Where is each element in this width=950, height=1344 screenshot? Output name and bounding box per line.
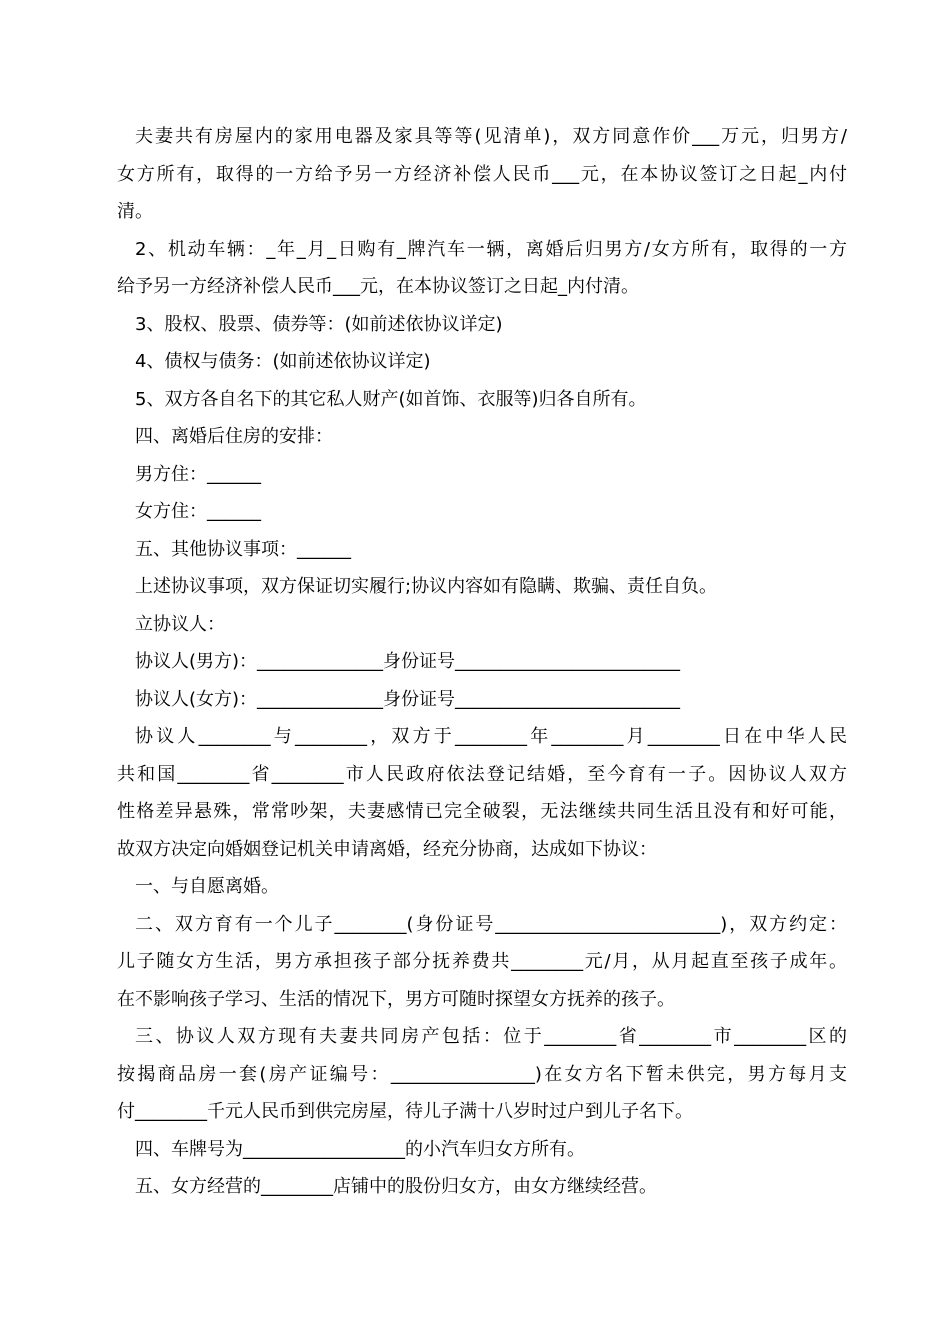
text-line: 2、机动车辆：_年_月_日购有_牌汽车一辆，离婚后归男方/女方所有，取得的一方 bbox=[135, 238, 847, 260]
clause-line: 三、协议人双方现有夫妻共同房产包括：位于________省________市________区的 bbox=[135, 1026, 847, 1047]
section-heading: 四、离婚后住房的安排： bbox=[135, 426, 333, 447]
text-line: 女方所有，取得的一方给予另一方经济补偿人民币___元，在本协议签订之日起_内付 bbox=[117, 163, 847, 185]
text-line: 付________千元人民币到供完房屋，待儿子满十八岁时过户到儿子名下。 bbox=[117, 1101, 693, 1122]
text-line: 儿子随女方生活，男方承担孩子部分抚养费共________元/月，从月起直至孩子成年。 bbox=[117, 951, 847, 972]
text-line: 3、股权、股票、债券等：(如前述依协议详定) bbox=[135, 313, 503, 335]
text-line: 在不影响孩子学习、生活的情况下，男方可随时探望女方抚养的孩子。 bbox=[117, 988, 675, 1010]
text-line: 共和国________省________市人民政府依法登记结婚，至今育有一子。因协议人双方 bbox=[117, 763, 847, 785]
text-line: 故双方决定向婚姻登记机关申请离婚，经充分协商，达成如下协议： bbox=[117, 838, 657, 860]
signature-line-female: 协议人(女方)：______________身份证号_________________________ bbox=[135, 688, 681, 710]
signature-line-male: 协议人(男方)：______________身份证号_________________________ bbox=[135, 651, 681, 672]
text-line: 给予另一方经济补偿人民币___元，在本协议签订之日起_内付清。 bbox=[117, 276, 639, 297]
text-line: 按揭商品房一套(房产证编号：________________)在女方名下暂未供完，男方每月支 bbox=[117, 1063, 847, 1085]
clause-line: 五、女方经营的________店铺中的股份归女方，由女方继续经营。 bbox=[135, 1176, 657, 1197]
section-heading: 五、其他协议事项：______ bbox=[135, 538, 351, 560]
clause-line: 二、双方育有一个儿子________(身份证号_________________________)，双方约定： bbox=[135, 913, 847, 935]
text-line: 夫妻共有房屋内的家用电器及家具等等(见清单)，双方同意作价___万元，归男方/ bbox=[135, 126, 847, 147]
text-line: 4、债权与债务：(如前述依协议详定) bbox=[135, 351, 431, 372]
text-line: 男方住：______ bbox=[135, 463, 261, 485]
text-line: 女方住：______ bbox=[135, 501, 261, 522]
text-line: 立协议人： bbox=[135, 613, 225, 635]
text-line: 协议人________与________，双方于________年________月________日在中华人民 bbox=[135, 726, 847, 747]
text-line: 性格差异悬殊，常常吵架，夫妻感情已完全破裂，无法继续共同生活且没有和好可能， bbox=[117, 801, 847, 822]
text-line: 上述协议事项，双方保证切实履行;协议内容如有隐瞒、欺骗、责任自负。 bbox=[135, 576, 718, 597]
text-line: 5、双方各自名下的其它私人财产(如首饰、衣服等)归各自所有。 bbox=[135, 388, 647, 410]
document-body bbox=[117, 118, 847, 1206]
clause-line: 四、车牌号为__________________的小汽车归女方所有。 bbox=[135, 1138, 585, 1160]
text-line: 清。 bbox=[117, 201, 153, 222]
clause-line: 一、与自愿离婚。 bbox=[135, 876, 279, 897]
